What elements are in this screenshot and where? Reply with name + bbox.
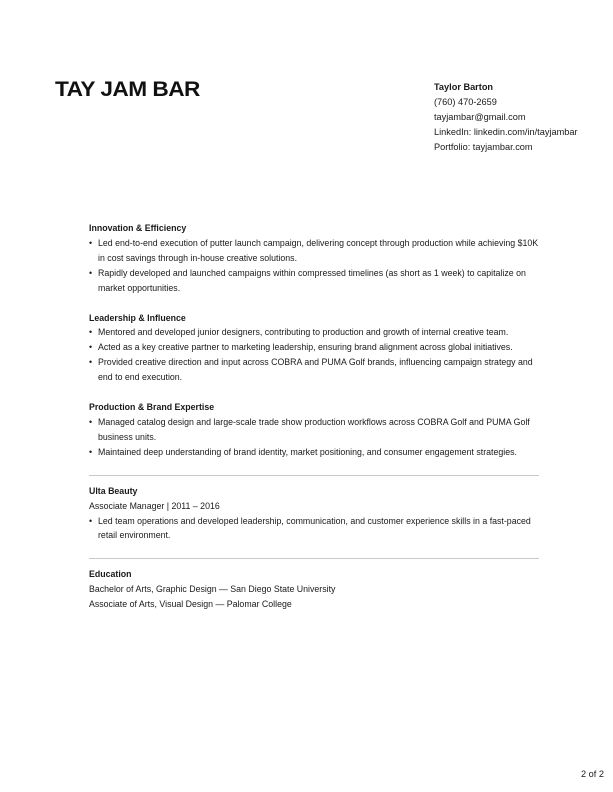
list-item: • Maintained deep understanding of brand identity, market positioning, and consumer engagement strategies. — [89, 445, 541, 460]
section-divider — [89, 475, 539, 476]
education-line: Bachelor of Arts, Graphic Design — San Diego State University — [89, 584, 336, 595]
logo-wordmark: TAY JAM BAR — [55, 78, 200, 101]
contact-linkedin[interactable]: LinkedIn: linkedin.com/in/tayjambar — [434, 127, 578, 137]
section-production — [89, 400, 541, 460]
page-number: 2 of 2 — [581, 769, 604, 779]
contact-block — [434, 80, 578, 155]
education-line: Associate of Arts, Visual Design — Palomar College — [89, 599, 292, 610]
section-title: Leadership & Influence — [89, 312, 186, 323]
section-title: Production & Brand Expertise — [89, 402, 215, 413]
list-item: • Led team operations and developed leadership, communication, and customer experience skills in a fast-paced retail environment. — [89, 514, 541, 544]
section-innovation — [89, 221, 541, 296]
list-item: • Managed catalog design and large-scale trade show production workflows across COBRA Golf and PUMA Golf business units. — [89, 415, 541, 445]
contact-phone: (760) 470-2659 — [434, 97, 497, 107]
bullet-list — [89, 514, 541, 544]
list-item: • Mentored and developed junior designers, contributing to production and growth of internal creative team. — [89, 325, 541, 340]
contact-portfolio[interactable]: Portfolio: tayjambar.com — [434, 142, 533, 152]
contact-email[interactable]: tayjambar@gmail.com — [434, 112, 526, 122]
job-company: Ulta Beauty — [89, 485, 138, 496]
list-item: • Acted as a key creative partner to marketing leadership, ensuring brand alignment across global initiatives. — [89, 340, 541, 355]
job-role: Associate Manager | 2011 – 2016 — [89, 500, 220, 511]
resume-content — [89, 221, 541, 627]
list-item: • Provided creative direction and input across COBRA and PUMA Golf brands, influencing campaign strategy and end to end execution. — [89, 355, 541, 385]
list-item: • Rapidly developed and launched campaigns within compressed timelines (as short as 1 week) to capitalize on market opportunities. — [89, 266, 541, 296]
list-item: • Led end-to-end execution of putter launch campaign, delivering concept through production while achieving $10K in cost savings through in-house creative solutions. — [89, 236, 541, 266]
education-block — [89, 567, 541, 612]
bullet-list — [89, 415, 541, 460]
bullet-list — [89, 325, 541, 385]
education-title: Education — [89, 569, 132, 580]
contact-name: Taylor Barton — [434, 82, 494, 92]
section-leadership — [89, 311, 541, 386]
job-ulta — [89, 484, 541, 544]
section-title: Innovation & Efficiency — [89, 223, 187, 233]
bullet-list — [89, 236, 541, 296]
section-divider — [89, 558, 539, 559]
